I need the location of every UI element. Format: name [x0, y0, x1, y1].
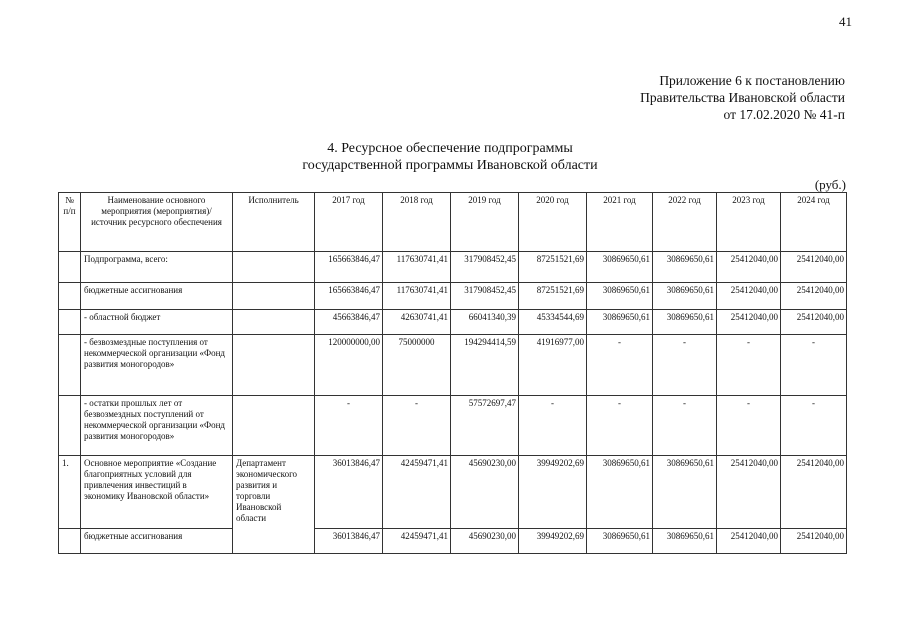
row-num	[59, 252, 81, 283]
value-cell: 194294414,59	[451, 335, 519, 396]
value-cell: 25412040,00	[781, 283, 847, 310]
value-cell: -	[315, 396, 383, 456]
value-cell: 45690230,00	[451, 456, 519, 529]
value-cell: 25412040,00	[717, 529, 781, 554]
value-cell: -	[717, 335, 781, 396]
value-cell: -	[717, 396, 781, 456]
value-cell: 25412040,00	[781, 529, 847, 554]
value-cell: -	[781, 396, 847, 456]
row-num	[59, 335, 81, 396]
value-cell: 42459471,41	[383, 456, 451, 529]
value-cell: 45334544,69	[519, 310, 587, 335]
value-cell: 117630741,41	[383, 252, 451, 283]
value-cell: 39949202,69	[519, 529, 587, 554]
table-header-row	[59, 193, 847, 252]
value-cell: 30869650,61	[587, 252, 653, 283]
value-cell: 42630741,41	[383, 310, 451, 335]
value-cell: 25412040,00	[717, 456, 781, 529]
row-executor	[233, 335, 315, 396]
table-row	[59, 283, 847, 310]
header-year-2017: 2017 год	[315, 193, 383, 252]
value-cell: 45690230,00	[451, 529, 519, 554]
value-cell: 165663846,47	[315, 252, 383, 283]
value-cell: -	[781, 335, 847, 396]
value-cell: 39949202,69	[519, 456, 587, 529]
appendix-line-3: от 17.02.2020 № 41-п	[723, 107, 845, 122]
value-cell: 30869650,61	[653, 310, 717, 335]
row-num	[59, 396, 81, 456]
row-num	[59, 310, 81, 335]
value-cell: 25412040,00	[717, 310, 781, 335]
table-row	[59, 456, 847, 529]
row-name: - областной бюджет	[81, 310, 233, 335]
row-num	[59, 283, 81, 310]
table-row	[59, 252, 847, 283]
appendix-header	[520, 72, 845, 123]
value-cell: 30869650,61	[587, 456, 653, 529]
row-name: Подпрограмма, всего:	[81, 252, 233, 283]
table-row	[59, 529, 847, 554]
row-name: - безвозмездные поступления от некоммерческой организации «Фонд развития моногородов»	[81, 335, 233, 396]
value-cell: 87251521,69	[519, 283, 587, 310]
header-year-2024: 2024 год	[781, 193, 847, 252]
value-cell: 36013846,47	[315, 529, 383, 554]
table-row	[59, 396, 847, 456]
row-executor	[233, 396, 315, 456]
page-number: 41	[839, 14, 852, 29]
value-cell: 30869650,61	[587, 283, 653, 310]
value-cell: -	[587, 396, 653, 456]
row-name: Основное мероприятие «Создание благоприятных условий для привлечения инвестиций в экономику Ивановской области»	[81, 456, 233, 529]
value-cell: 120000000,00	[315, 335, 383, 396]
value-cell: 25412040,00	[781, 310, 847, 335]
header-name: Наименование основного мероприятия (мероприятия)/источник ресурсного обеспечения	[81, 193, 233, 252]
value-cell: 25412040,00	[717, 252, 781, 283]
value-cell: -	[653, 396, 717, 456]
header-year-2019: 2019 год	[451, 193, 519, 252]
header-year-2023: 2023 год	[717, 193, 781, 252]
row-name: - остатки прошлых лет от безвозмездных поступлений от некоммерческой организации «Фонд развития моногородов»	[81, 396, 233, 456]
value-cell: 57572697,47	[451, 396, 519, 456]
row-executor: Департамент экономического развития и торговли Ивановской области	[233, 456, 315, 554]
value-cell: 25412040,00	[781, 252, 847, 283]
currency-unit: (руб.)	[814, 177, 846, 192]
value-cell: 25412040,00	[717, 283, 781, 310]
value-cell: 45663846,47	[315, 310, 383, 335]
resource-table	[58, 192, 847, 554]
header-year-2018: 2018 год	[383, 193, 451, 252]
table-row	[59, 335, 847, 396]
value-cell: 317908452,45	[451, 283, 519, 310]
header-executor: Исполнитель	[233, 193, 315, 252]
value-cell: 30869650,61	[653, 283, 717, 310]
table-row	[59, 310, 847, 335]
value-cell: -	[653, 335, 717, 396]
value-cell: 30869650,61	[587, 529, 653, 554]
row-name: бюджетные ассигнования	[81, 283, 233, 310]
appendix-line-2: Правительства Ивановской области	[640, 90, 845, 105]
value-cell: 30869650,61	[587, 310, 653, 335]
value-cell: 30869650,61	[653, 456, 717, 529]
row-name: бюджетные ассигнования	[81, 529, 233, 554]
row-executor	[233, 283, 315, 310]
value-cell: 317908452,45	[451, 252, 519, 283]
appendix-line-1: Приложение 6 к постановлению	[659, 73, 845, 88]
document-title	[160, 140, 740, 174]
value-cell: -	[587, 335, 653, 396]
value-cell: 41916977,00	[519, 335, 587, 396]
header-year-2022: 2022 год	[653, 193, 717, 252]
title-line-2: государственной программы Ивановской области	[302, 158, 598, 173]
header-year-2020: 2020 год	[519, 193, 587, 252]
value-cell: 117630741,41	[383, 283, 451, 310]
value-cell: 66041340,39	[451, 310, 519, 335]
value-cell: -	[383, 396, 451, 456]
header-num: № п/п	[59, 193, 81, 252]
row-num	[59, 529, 81, 554]
value-cell: -	[519, 396, 587, 456]
value-cell: 25412040,00	[781, 456, 847, 529]
title-line-1: 4. Ресурсное обеспечение подпрограммы	[327, 141, 573, 156]
value-cell: 36013846,47	[315, 456, 383, 529]
value-cell: 30869650,61	[653, 529, 717, 554]
value-cell: 42459471,41	[383, 529, 451, 554]
row-executor	[233, 310, 315, 335]
value-cell: 87251521,69	[519, 252, 587, 283]
row-num: 1.	[59, 456, 81, 529]
header-year-2021: 2021 год	[587, 193, 653, 252]
row-executor	[233, 252, 315, 283]
value-cell: 75000000	[383, 335, 451, 396]
value-cell: 165663846,47	[315, 283, 383, 310]
value-cell: 30869650,61	[653, 252, 717, 283]
